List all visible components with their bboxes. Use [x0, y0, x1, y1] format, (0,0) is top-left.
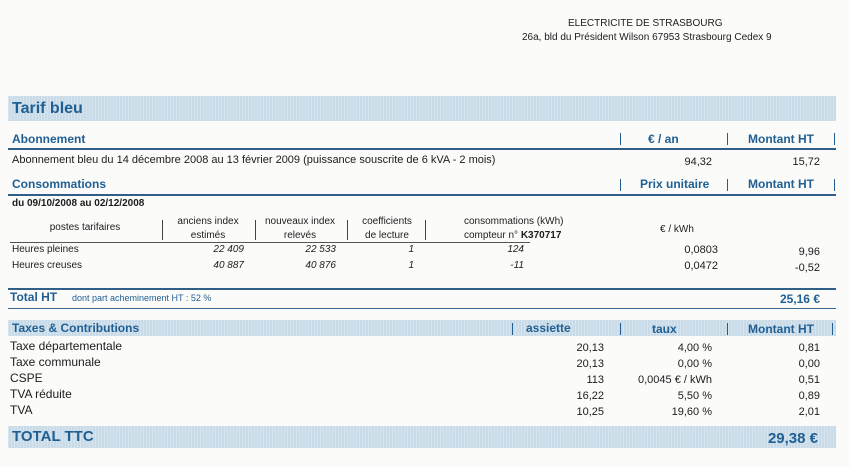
company-name: ELECTRICITE DE STRASBOURG — [568, 18, 723, 29]
header-coef-1: coefficients — [362, 216, 412, 227]
row-ancien: 22 409 — [213, 244, 244, 255]
header-anciens-2: estimés — [190, 230, 226, 241]
abonnement-line-label: Abonnement bleu du 14 décembre 2008 au 13 février 2009 (puissance souscrite de 6 kVA - 2 mois) — [12, 154, 496, 166]
total-ht-amount: 25,16 € — [779, 292, 820, 306]
tariff-band — [8, 96, 836, 121]
header-nouveaux-2: relevés — [283, 230, 317, 241]
row-prix: 0,0472 — [684, 260, 718, 272]
tax-base: 10,25 — [576, 406, 604, 418]
col-divider — [727, 179, 728, 191]
consommations-col-price: Prix unitaire — [640, 177, 710, 191]
table-header-rule — [10, 242, 530, 243]
row-poste: Heures creuses — [12, 260, 83, 271]
meter-number: K370717 — [520, 230, 562, 241]
section-rule — [8, 288, 836, 290]
tax-label: Taxe départementale — [10, 339, 123, 353]
tax-base: 16,22 — [576, 390, 604, 402]
row-montant: -0,52 — [794, 262, 820, 274]
col-divider — [832, 323, 833, 335]
consumption-period: du 09/10/2008 au 02/12/2008 — [12, 198, 145, 209]
header-unit: € / kWh — [660, 224, 694, 235]
taxes-col-rate: taux — [652, 322, 677, 336]
col-divider — [255, 220, 256, 240]
row-coef: 1 — [408, 260, 414, 271]
tax-base: 20,13 — [576, 342, 604, 354]
tax-label: Taxe communale — [10, 355, 101, 369]
tax-amount: 0,51 — [798, 374, 820, 386]
tax-label: TVA — [10, 403, 33, 417]
tax-amount: 0,00 — [798, 358, 820, 370]
total-ht-note: dont part acheminement HT : 52 % — [72, 293, 212, 303]
tax-rate: 0,00 % — [677, 358, 712, 370]
total-ttc-amount: 29,38 € — [767, 430, 818, 447]
tax-rate: 5,50 % — [677, 390, 712, 402]
col-divider — [347, 220, 348, 240]
abonnement-heading: Abonnement — [12, 132, 86, 146]
abonnement-line-price: 94,32 — [684, 156, 712, 168]
abonnement-line-amount: 15,72 — [792, 156, 820, 168]
section-rule — [8, 308, 836, 309]
col-divider — [620, 133, 621, 145]
col-divider — [834, 179, 835, 191]
section-rule — [8, 194, 836, 196]
header-conso-2-label: compteur n° — [464, 230, 519, 241]
consommations-col-amount: Montant HT — [748, 177, 814, 191]
abonnement-col-price: € / an — [648, 132, 679, 146]
tax-rate: 0,0045 € / kWh — [638, 374, 712, 386]
taxes-col-amount: Montant HT — [748, 322, 814, 336]
header-postes: postes tarifaires — [49, 222, 121, 233]
tax-base: 20,13 — [576, 358, 604, 370]
company-address: 26a, bld du Président Wilson 67953 Strasbourg Cedex 9 — [522, 32, 772, 43]
abonnement-col-amount: Montant HT — [748, 132, 814, 146]
header-coef-2: de lecture — [365, 230, 409, 241]
total-ht-label: Total HT — [10, 290, 58, 304]
header-anciens-1: anciens index — [177, 216, 239, 227]
tax-amount: 0,89 — [798, 390, 820, 402]
col-divider — [162, 220, 163, 240]
tax-rate: 19,60 % — [671, 406, 712, 418]
row-nouveau: 40 876 — [305, 260, 336, 271]
section-rule — [8, 148, 836, 150]
row-poste: Heures pleines — [12, 244, 79, 255]
row-montant: 9,96 — [798, 246, 820, 258]
header-conso-2 — [464, 230, 561, 241]
tax-amount: 2,01 — [798, 406, 820, 418]
col-divider — [834, 133, 835, 145]
consommations-heading: Consommations — [12, 177, 107, 191]
col-divider — [727, 133, 728, 145]
row-ancien: 40 887 — [213, 260, 244, 271]
taxes-heading: Taxes & Contributions — [12, 321, 140, 335]
tax-rate: 4,00 % — [677, 342, 712, 354]
row-nouveau: 22 533 — [305, 244, 336, 255]
col-divider — [620, 179, 621, 191]
tariff-title: Tarif bleu — [12, 100, 83, 117]
tax-amount: 0,81 — [798, 342, 820, 354]
row-prix: 0,0803 — [684, 244, 718, 256]
row-coef: 1 — [408, 244, 414, 255]
row-conso: -11 — [510, 260, 524, 271]
total-ttc-label: TOTAL TTC — [12, 428, 94, 445]
col-divider — [620, 323, 621, 335]
col-divider — [425, 220, 426, 240]
col-divider — [727, 323, 728, 335]
header-nouveaux-1: nouveaux index — [264, 216, 336, 227]
col-divider — [512, 323, 513, 335]
tax-label: CSPE — [10, 371, 43, 385]
taxes-col-base: assiette — [526, 321, 571, 335]
row-conso: 124 — [507, 244, 524, 255]
header-conso-1: consommations (kWh) — [464, 216, 564, 227]
tax-label: TVA réduite — [10, 387, 72, 401]
tax-base: 113 — [586, 374, 604, 386]
